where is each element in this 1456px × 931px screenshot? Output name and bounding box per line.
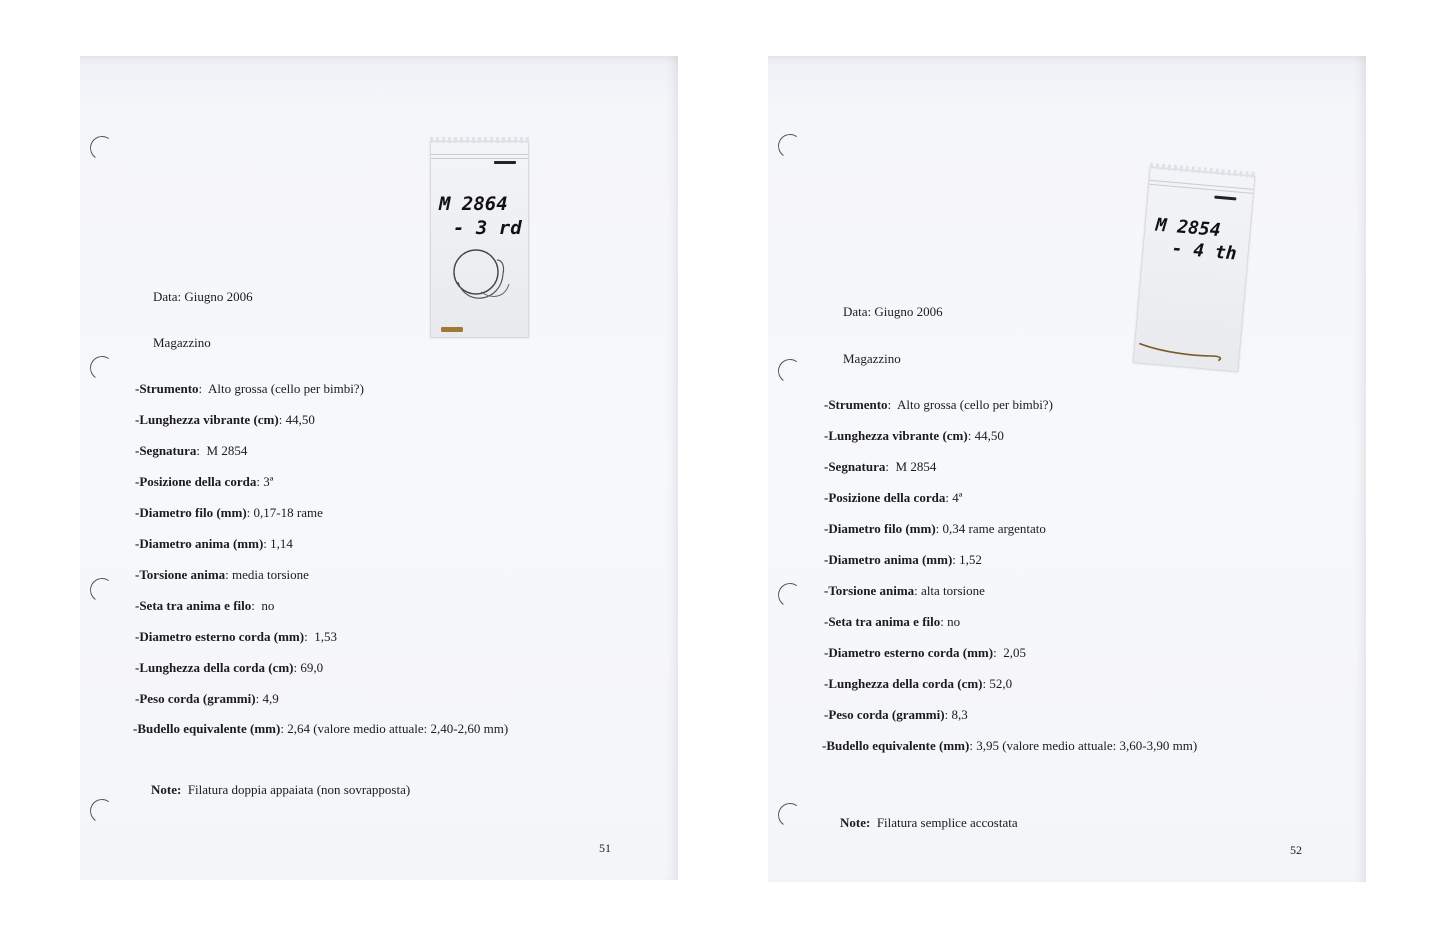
- field-lunghezza-vibrante: -Lunghezza vibrante (cm): 44,50: [824, 428, 1004, 443]
- binder-hole: [88, 797, 116, 825]
- field-torsione-anima: -Torsione anima: media torsione: [135, 567, 309, 582]
- field-label: -Segnatura: [135, 443, 197, 458]
- field-value: Alto grossa (cello per bimbi?): [207, 381, 364, 396]
- field-segnatura: -Segnatura: M 2854: [135, 443, 248, 458]
- field-peso-corda: -Peso corda (grammi): 4,9: [135, 691, 279, 706]
- note-label: Note:: [840, 815, 871, 830]
- string-sample-bag: [430, 141, 529, 338]
- date-line: Data: Giugno 2006: [153, 289, 253, 304]
- field-value: 3,95 (valore medio attuale: 3,60-3,90 mm): [976, 738, 1198, 753]
- field-diametro-anima: -Diametro anima (mm): 1,14: [135, 536, 293, 551]
- field-value: 3ª: [263, 474, 274, 489]
- location-line: Magazzino: [843, 351, 901, 366]
- field-diametro-filo: -Diametro filo (mm): 0,34 rame argentato: [824, 521, 1046, 536]
- field-diametro-esterno: -Diametro esterno corda (mm): 2,05: [824, 645, 1026, 660]
- field-value: Alto grossa (cello per bimbi?): [896, 397, 1053, 412]
- field-label: -Peso corda (grammi): [135, 691, 256, 706]
- binder-hole: [776, 801, 804, 829]
- note-label: Note:: [151, 782, 182, 797]
- field-budello-equivalente: -Budello equivalente (mm): 3,95 (valore medio attuale: 3,60-3,90 mm): [822, 738, 1198, 753]
- string-fragment-icon: [1134, 168, 1255, 371]
- field-label: -Diametro anima (mm): [135, 536, 264, 551]
- coiled-string-icon: [431, 142, 528, 337]
- bag-label-line1: M 2864: [439, 193, 508, 215]
- field-lunghezza-corda: -Lunghezza della corda (cm): 52,0: [824, 676, 1013, 691]
- binder-hole: [88, 576, 116, 604]
- field-value: 8,3: [951, 707, 968, 722]
- field-value: 1,53: [314, 629, 337, 644]
- field-label: -Segnatura: [824, 459, 886, 474]
- field-diametro-anima: -Diametro anima (mm): 1,52: [824, 552, 982, 567]
- note-line: [151, 782, 410, 798]
- field-value: 0,17-18 rame: [253, 505, 323, 520]
- field-segnatura: -Segnatura: M 2854: [824, 459, 937, 474]
- binder-hole: [776, 581, 804, 609]
- field-value: 1,14: [270, 536, 293, 551]
- field-label: -Budello equivalente (mm): [822, 738, 970, 753]
- string-sample-bag: [1133, 167, 1256, 372]
- field-value: 1,52: [959, 552, 982, 567]
- field-strumento: -Strumento: Alto grossa (cello per bimbi?): [824, 397, 1053, 412]
- field-value: 4ª: [952, 490, 963, 505]
- field-seta: -Seta tra anima e filo: no: [135, 598, 275, 613]
- field-value: 2,64 (valore medio attuale: 2,40-2,60 mm): [287, 721, 509, 736]
- note-line: [840, 815, 1018, 831]
- field-label: -Lunghezza della corda (cm): [824, 676, 983, 691]
- field-value: 44,50: [974, 428, 1004, 443]
- field-posizione-corda: -Posizione della corda: 3ª: [135, 474, 274, 489]
- field-value: 0,34 rame argentato: [942, 521, 1046, 536]
- binder-hole: [88, 134, 116, 162]
- document-page-52: [768, 56, 1366, 882]
- field-value: 44,50: [285, 412, 315, 427]
- page-number: 52: [1290, 843, 1302, 857]
- field-value: media torsione: [232, 567, 309, 582]
- field-label: -Posizione della corda: [135, 474, 257, 489]
- field-label: -Seta tra anima e filo: [135, 598, 252, 613]
- field-label: -Posizione della corda: [824, 490, 946, 505]
- page-number: 51: [599, 841, 611, 855]
- field-label: -Torsione anima: [824, 583, 915, 598]
- field-peso-corda: -Peso corda (grammi): 8,3: [824, 707, 968, 722]
- binder-hole: [776, 357, 804, 385]
- field-diametro-esterno: -Diametro esterno corda (mm): 1,53: [135, 629, 337, 644]
- field-value: M 2854: [895, 459, 937, 474]
- field-lunghezza-corda: -Lunghezza della corda (cm): 69,0: [135, 660, 324, 675]
- field-torsione-anima: -Torsione anima: alta torsione: [824, 583, 985, 598]
- field-label: -Diametro anima (mm): [824, 552, 953, 567]
- field-value: 52,0: [989, 676, 1013, 691]
- binder-hole: [776, 132, 804, 160]
- field-value: alta torsione: [921, 583, 985, 598]
- field-budello-equivalente: -Budello equivalente (mm): 2,64 (valore medio attuale: 2,40-2,60 mm): [133, 721, 509, 736]
- field-diametro-filo: -Diametro filo (mm): 0,17-18 rame: [135, 505, 323, 520]
- location-line: Magazzino: [153, 335, 211, 350]
- field-value: M 2854: [206, 443, 248, 458]
- bag-label-line2: - 3 rd: [453, 217, 522, 239]
- field-value: 69,0: [300, 660, 324, 675]
- field-label: -Diametro filo (mm): [824, 521, 936, 536]
- field-label: -Strumento: [824, 397, 888, 412]
- field-label: -Lunghezza della corda (cm): [135, 660, 294, 675]
- field-label: -Budello equivalente (mm): [133, 721, 281, 736]
- field-label: -Diametro esterno corda (mm): [824, 645, 994, 660]
- field-value: no: [261, 598, 275, 613]
- field-value: 2,05: [1003, 645, 1026, 660]
- field-label: -Diametro esterno corda (mm): [135, 629, 305, 644]
- field-label: -Diametro filo (mm): [135, 505, 247, 520]
- bag-label-line1: M 2854: [1154, 214, 1222, 242]
- field-strumento: -Strumento: Alto grossa (cello per bimbi?): [135, 381, 364, 396]
- bag-label-line2: - 4 th: [1170, 238, 1238, 265]
- field-label: -Lunghezza vibrante (cm): [824, 428, 968, 443]
- date-line: Data: Giugno 2006: [843, 304, 943, 319]
- binder-hole: [88, 354, 116, 382]
- field-label: -Strumento: [135, 381, 199, 396]
- field-label: -Seta tra anima e filo: [824, 614, 941, 629]
- note-value: Filatura doppia appaiata (non sovrapposta): [187, 782, 411, 797]
- field-value: no: [947, 614, 961, 629]
- field-seta: -Seta tra anima e filo: no: [824, 614, 961, 629]
- field-lunghezza-vibrante: -Lunghezza vibrante (cm): 44,50: [135, 412, 315, 427]
- document-page-51: [80, 56, 678, 880]
- field-posizione-corda: -Posizione della corda: 4ª: [824, 490, 963, 505]
- field-value: 4,9: [262, 691, 279, 706]
- field-label: -Torsione anima: [135, 567, 226, 582]
- field-label: -Peso corda (grammi): [824, 707, 945, 722]
- field-label: -Lunghezza vibrante (cm): [135, 412, 279, 427]
- note-value: Filatura semplice accostata: [876, 815, 1018, 830]
